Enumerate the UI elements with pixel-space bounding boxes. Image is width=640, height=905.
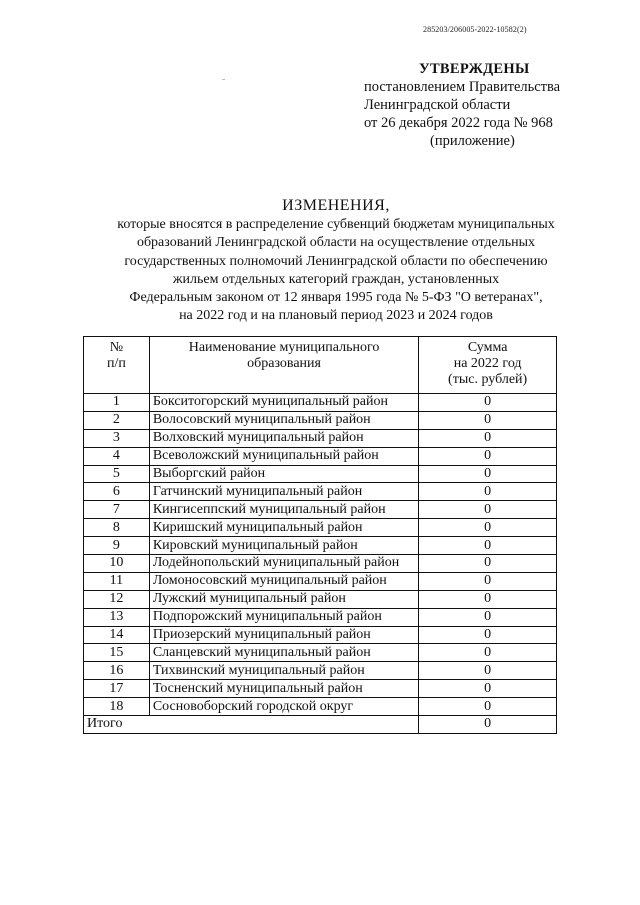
row-number: 15 [84,644,150,662]
header-municipality [149,337,418,394]
header-number [84,337,150,394]
row-number: 14 [84,626,150,644]
table-row [84,429,557,447]
row-municipality: Волховский муниципальный район [149,429,418,447]
row-municipality: Кировский муниципальный район [149,537,418,555]
row-municipality: Тихвинский муниципальный район [149,662,418,680]
row-municipality: Подпорожский муниципальный район [149,608,418,626]
row-amount: 0 [419,572,557,590]
table-body [84,394,557,716]
row-number: 2 [84,411,150,429]
row-municipality: Кингисеппский муниципальный район [149,501,418,519]
total-row [84,716,557,734]
row-amount: 0 [419,537,557,555]
approval-line-1: постановлением Правительства [364,79,561,95]
row-amount: 0 [419,626,557,644]
row-number: 4 [84,447,150,465]
table-header-row [84,337,557,394]
row-amount: 0 [419,519,557,537]
header-municipality-line: образования [247,356,321,371]
row-amount: 0 [419,501,557,519]
heading-title: ИЗМЕНЕНИЯ, [282,197,390,214]
heading-line: государственных полномочий Ленинградской области по обеспечению [124,253,548,269]
row-number: 10 [84,555,150,573]
row-number: 5 [84,465,150,483]
table-row [84,465,557,483]
row-amount: 0 [419,483,557,501]
table-row [84,501,557,519]
header-amount-line: на 2022 год [453,356,522,371]
row-amount: 0 [419,644,557,662]
header-amount-line: Сумма [467,340,508,355]
row-municipality: Сланцевский муниципальный район [149,644,418,662]
row-number: 6 [84,483,150,501]
row-municipality: Ломоносовский муниципальный район [149,572,418,590]
heading-line: образований Ленинградской области на осуществление отдельных [136,235,536,251]
row-number: 3 [84,429,150,447]
row-municipality: Бокситогорский муниципальный район [149,394,418,412]
row-number: 12 [84,590,150,608]
heading-line: Федеральным законом от 12 января 1995 года № 5-ФЗ "О ветеранах", [129,290,543,306]
row-amount: 0 [419,662,557,680]
row-amount: 0 [419,608,557,626]
row-amount: 0 [419,555,557,573]
row-municipality: Волосовский муниципальный район [149,411,418,429]
row-number: 17 [84,680,150,698]
header-amount [419,337,557,394]
heading-line: на 2022 год и на плановый период 2023 и 2024 годов [179,308,493,324]
row-number: 9 [84,537,150,555]
approval-block [364,60,614,150]
row-municipality: Всеволожский муниципальный район [149,447,418,465]
row-amount: 0 [419,680,557,698]
header-number-line: № [109,340,124,355]
total-label: Итого [84,716,419,734]
table-row [84,394,557,412]
row-amount: 0 [419,411,557,429]
table-row [84,537,557,555]
document-id: 285203/206005-2022-10582(2) [423,25,527,34]
row-municipality: Приозерский муниципальный район [149,626,418,644]
approval-line-3: от 26 декабря 2022 года № 968 [364,115,553,131]
table-row [84,411,557,429]
heading-line: которые вносятся в распределение субвенций бюджетам муниципальных [117,217,555,232]
scan-speck [222,79,225,80]
row-amount: 0 [419,465,557,483]
row-number: 1 [84,394,150,412]
row-number: 7 [84,501,150,519]
row-municipality: Гатчинский муниципальный район [149,483,418,501]
table-row [84,626,557,644]
table-row [84,662,557,680]
row-number: 8 [84,519,150,537]
row-number: 16 [84,662,150,680]
table-row [84,698,557,716]
row-amount: 0 [419,447,557,465]
subvention-table [83,336,557,734]
row-municipality: Выборгский район [149,465,418,483]
row-municipality: Лужский муниципальный район [149,590,418,608]
row-amount: 0 [419,429,557,447]
document-heading [60,196,612,326]
table-row [84,680,557,698]
table-row [84,644,557,662]
row-municipality: Киришский муниципальный район [149,519,418,537]
row-municipality: Лодейнопольский муниципальный район [149,555,418,573]
table-row [84,608,557,626]
approval-appendix: (приложение) [430,133,515,149]
row-municipality: Сосновоборский городской округ [149,698,418,716]
row-municipality: Тосненский муниципальный район [149,680,418,698]
table-row [84,447,557,465]
approval-line-2: Ленинградской области [364,97,511,113]
row-number: 11 [84,572,150,590]
header-municipality-line: Наименование муниципального [188,340,380,355]
row-number: 18 [84,698,150,716]
table-row [84,519,557,537]
approval-title: УТВЕРЖДЕНЫ [419,61,530,77]
header-number-line: п/п [106,356,126,371]
table-row [84,590,557,608]
row-number: 13 [84,608,150,626]
row-amount: 0 [419,394,557,412]
table-row [84,572,557,590]
row-amount: 0 [419,590,557,608]
header-amount-line: (тыс. рублей) [448,372,528,387]
row-amount: 0 [419,698,557,716]
total-amount: 0 [419,716,557,734]
heading-line: жильем отдельных категорий граждан, установленных [172,271,500,287]
table-row [84,555,557,573]
table-row [84,483,557,501]
